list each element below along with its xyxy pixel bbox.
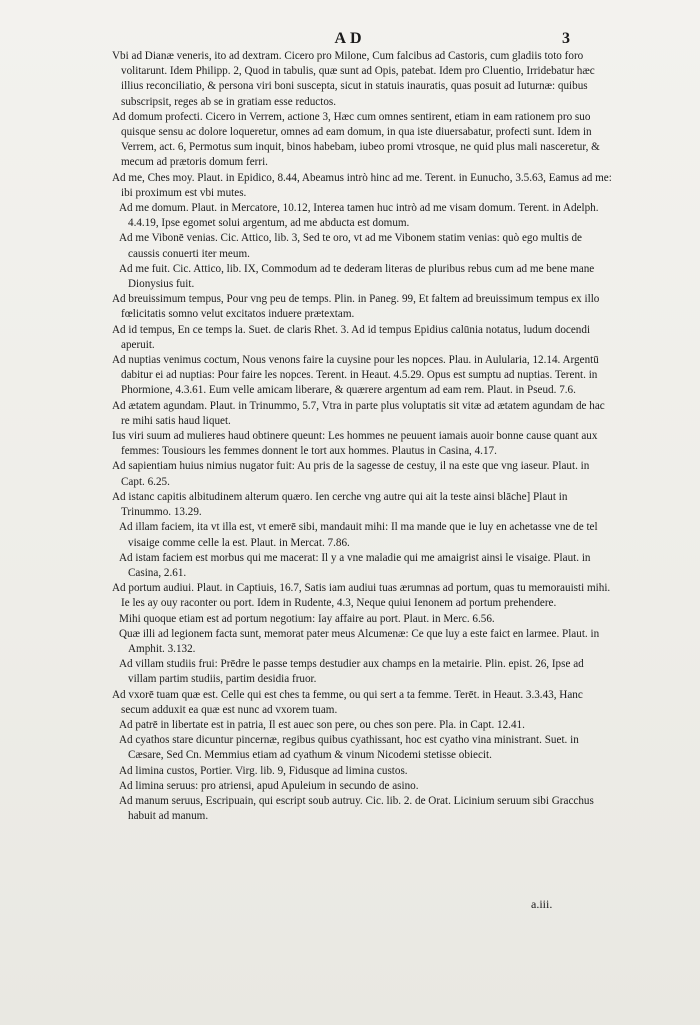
- dictionary-entry: Ad domum profecti. Cicero in Verrem, actione 3, Hæc cum omnes sentirent, etiam in eam rationem pro suo quisque sensu ac dolore loqueretur, omnes ad eam domum, in qua iste diuersabatur, profecti sunt. Idem in Verrem, act. 6, Permotus sum inquit, binos habebam, iubeo promi vtrosque, ne quid plus mali nasceretur, & mecum ad prætoris domum ferri.: [112, 110, 600, 169]
- dictionary-entry: Ad istanc capitis albitudinem alterum quæro. Ien cerche vng autre qui ait la teste ainsi blāche] Plaut in Trinummo. 13.29.: [112, 490, 568, 519]
- dictionary-entry: Ad nuptias venimus coctum, Nous venons faire la cuysine pour les nopces. Plau. in Aulularia, 12.14. Argentū dabitur ei ad nuptias: Pour faire les nopces. Terent. in Heaut. 4.5.29. Opus est sumptu ad nuptias. Terent. in Phormione, 4.3.61. Eum velle amicam liberare, & quærere argentum ad eam rem. Plaut. in Pseud. 7.6.: [112, 354, 599, 397]
- dictionary-entry: Vbi ad Dianæ veneris, ito ad dextram. Cicero pro Milone, Cum falcibus ad Castoris, cum gladiis toto foro volitarunt. Idem Philipp. 2, Quod in tabulis, quæ sunt ad Opis, patebat. Idem pro Cluentio, Irridebatur hæc illius reconciliatio, & persona viri boni suscepta, sicut in statuis inauratis, quas posuit ad Iuturnæ: quibus subscripsit, reges ab se in gratiam esse reductos.: [112, 50, 595, 108]
- dictionary-entry: Ad breuissimum tempus, Pour vng peu de temps. Plin. in Paneg. 99, Et faltem ad breuissimum tempus ex illo fœlicitatis somno velut excitatos induere prætextam.: [112, 293, 600, 321]
- dictionary-entry: Ad me domum. Plaut. in Mercatore, 10.12, Interea tamen huc intrò ad me visam domum. Terent. in Adelph. 4.4.19, Ipse egomet solui argentum, ad me abducta est domum.: [119, 202, 599, 230]
- dictionary-entry: Ad cyathos stare dicuntur pincernæ, regibus quibus cyathissant, hoc est cyatho vina ministrant. Suet. in Cæsare, Sed Cn. Memmius etiam ad cyathum & vinum Nicodemi stetisse obiecit.: [119, 734, 579, 762]
- dictionary-entry: Ad ætatem agundam. Plaut. in Trinummo, 5.7, Vtra in parte plus voluptatis sit vitæ ad ætatem agundam de hac re mihi satis haud liquet.: [112, 399, 605, 427]
- dictionary-entry: Ad manum seruus, Escripuain, qui escript soub autruy. Cic. lib. 2. de Orat. Licinium seruum sibi Gracchus habuit ad manum.: [119, 794, 594, 823]
- dictionary-entry: Ad patrē in libertate est in patria, Il est auec son pere, ou ches son pere. Pla. in Capt. 12.41.: [119, 718, 525, 731]
- dictionary-entry: Ad portum audiui. Plaut. in Captiuis, 16.7, Satis iam audiui tuas ærumnas ad portum, quas tu memorauisti mihi. Ie les ay ouy raconter ou port. Idem in Rudente, 4.3, Neque quiui Ienonem ad portum prehendere.: [112, 582, 611, 610]
- dictionary-entry: Ad vxorē tuam quæ est. Celle qui est ches ta femme, ou qui sert a ta femme. Terēt. in Heaut. 3.3.43, Hanc secum adduxit ea quæ est nunc ad vxorem tuam.: [112, 688, 583, 716]
- dictionary-entry: Ad me Vibonē venias. Cic. Attico, lib. 3, Sed te oro, vt ad me Vibonem statim venias: quò ego multis de caussis conuerti iter meum.: [119, 232, 582, 260]
- dictionary-entry: Ad sapientiam huius nimius nugator fuit: Au pris de la sagesse de cestuy, il na este que vng iaseur. Plaut. in Capt. 6.25.: [112, 460, 590, 488]
- signature-mark: a.iii.: [531, 897, 553, 911]
- dictionary-entry: Ad id tempus, En ce temps la. Suet. de claris Rhet. 3. Ad id tempus Epidius calūnia notatus, ludum docendi aperuit.: [112, 323, 591, 351]
- dictionary-entries: [112, 49, 614, 824]
- dictionary-entry: Ius viri suum ad mulieres haud obtinere queunt: Les hommes ne peuuent iamais auoir bonne cause quant aux femmes: Tousiours les femmes donnent le tort aux hommes. Plautus in Casina, 4.17.: [112, 430, 598, 458]
- page-header-title: AD: [334, 30, 366, 47]
- dictionary-entry: Mihi quoque etiam est ad portum negotium: Iay affaire au port. Plaut. in Merc. 6.56.: [119, 612, 495, 625]
- dictionary-entry: Quæ illi ad legionem facta sunt, memorat pater meus Alcumenæ: Ce que luy a este faict en larmee. Plaut. in Amphit. 3.132.: [119, 627, 600, 655]
- dictionary-entry: Ad me, Ches moy. Plaut. in Epidico, 8.44, Abeamus intrò hinc ad me. Terent. in Eunucho, 3.5.63, Eamus ad me: ibi proximum est vbi mutes.: [112, 171, 612, 199]
- dictionary-entry: Ad limina custos, Portier. Virg. lib. 9, Fidusque ad limina custos.: [119, 764, 408, 777]
- dictionary-entry: Ad villam studiis frui: Prēdre le passe temps destudier aux champs en la metairie. Plin. epist. 26, Ipse ad villam partim studiis, partim desidia fruor.: [119, 658, 584, 686]
- dictionary-entry: Ad limina seruus: pro atriensi, apud Apuleium in secundo de asino.: [119, 779, 419, 792]
- dictionary-entry: Ad me fuit. Cic. Attico, lib. IX, Commodum ad te dederam literas de pluribus rebus cum ad me bene mane Dionysius fuit.: [119, 262, 595, 291]
- page-number: 3: [562, 30, 570, 47]
- dictionary-entry: Ad illam faciem, ita vt illa est, vt emerē sibi, mandauit mihi: Il ma mande que ie luy en achetasse vne de tel visaige comme celle la est. Plaut. in Mercat. 7.86.: [119, 521, 598, 549]
- dictionary-entry: Ad istam faciem est morbus qui me macerat: Il y a vne maladie qui me amaigrist ainsi le visaige. Plaut. in Casina, 2.61.: [119, 551, 591, 579]
